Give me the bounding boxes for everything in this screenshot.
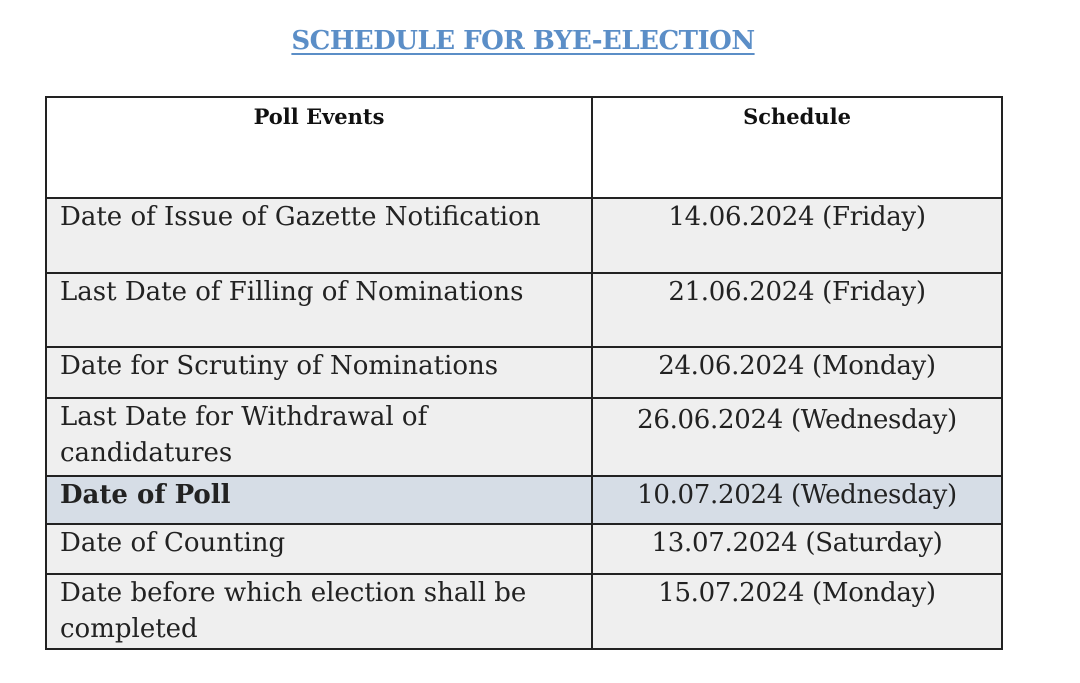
table-row bbox=[46, 524, 1002, 574]
event-cell: Last Date for Withdrawal of candidatures bbox=[46, 398, 592, 476]
header-schedule: Schedule bbox=[592, 97, 1002, 198]
event-cell: Last Date of Filling of Nominations bbox=[46, 273, 592, 347]
header-poll-events: Poll Events bbox=[46, 97, 592, 198]
event-cell: Date before which election shall be completed bbox=[46, 574, 592, 649]
date-cell: 15.07.2024 (Monday) bbox=[592, 574, 1002, 649]
table-row bbox=[46, 347, 1002, 398]
date-cell: 14.06.2024 (Friday) bbox=[592, 198, 1002, 273]
event-cell: Date of Counting bbox=[46, 524, 592, 574]
table-row bbox=[46, 273, 1002, 347]
table-row-poll-date bbox=[46, 476, 1002, 524]
table-row bbox=[46, 398, 1002, 476]
schedule-table bbox=[45, 96, 1003, 650]
table-header-row bbox=[46, 97, 1002, 198]
date-cell: 24.06.2024 (Monday) bbox=[592, 347, 1002, 398]
event-cell: Date of Poll bbox=[46, 476, 592, 524]
table-row bbox=[46, 198, 1002, 273]
date-cell: 21.06.2024 (Friday) bbox=[592, 273, 1002, 347]
date-cell: 26.06.2024 (Wednesday) bbox=[592, 398, 1002, 476]
event-cell: Date for Scrutiny of Nominations bbox=[46, 347, 592, 398]
event-cell: Date of Issue of Gazette Notification bbox=[46, 198, 592, 273]
date-cell: 10.07.2024 (Wednesday) bbox=[592, 476, 1002, 524]
table-row bbox=[46, 574, 1002, 649]
date-cell: 13.07.2024 (Saturday) bbox=[592, 524, 1002, 574]
document-title: SCHEDULE FOR BYE-ELECTION bbox=[291, 26, 755, 56]
